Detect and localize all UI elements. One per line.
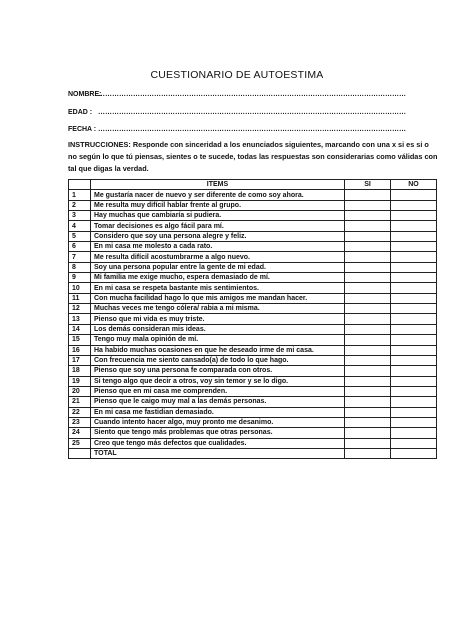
- header-items: ITEMS: [91, 180, 345, 190]
- table-row: [69, 211, 437, 221]
- row-number: 19: [69, 376, 91, 386]
- row-si-checkbox-cell[interactable]: [345, 190, 391, 200]
- instructions: INSTRUCCIONES: Responde con sinceridad a los enunciados siguientes, marcando con una x si es si o no según lo que tú piensas, sientes o te sucede, todas las respuestas son considerarias como válidas con tal que digas la verdad.: [68, 140, 438, 173]
- total-number-cell: [69, 448, 91, 458]
- table-row: [69, 366, 437, 376]
- row-si-checkbox-cell[interactable]: [345, 293, 391, 303]
- row-si-checkbox-cell[interactable]: [345, 376, 391, 386]
- table-row: [69, 242, 437, 252]
- row-number: 21: [69, 397, 91, 407]
- row-no-checkbox-cell[interactable]: [391, 407, 437, 417]
- row-no-checkbox-cell[interactable]: [391, 190, 437, 200]
- row-no-checkbox-cell[interactable]: [391, 355, 437, 365]
- date-line: ……………………………………………………………………………………………………………………: [98, 126, 406, 133]
- row-item-text: En mi casa me fastidian demasiado.: [91, 407, 345, 417]
- table-row: [69, 304, 437, 314]
- table-row: [69, 293, 437, 303]
- row-number: 22: [69, 407, 91, 417]
- row-item-text: Tomar decisiones es algo fácil para mí.: [91, 221, 345, 231]
- row-si-checkbox-cell[interactable]: [345, 200, 391, 210]
- row-si-checkbox-cell[interactable]: [345, 417, 391, 427]
- row-si-checkbox-cell[interactable]: [345, 252, 391, 262]
- row-number: 14: [69, 324, 91, 334]
- table-row: [69, 221, 437, 231]
- date-field: [68, 126, 406, 133]
- row-no-checkbox-cell[interactable]: [391, 211, 437, 221]
- row-si-checkbox-cell[interactable]: [345, 335, 391, 345]
- row-si-checkbox-cell[interactable]: [345, 242, 391, 252]
- table-row: [69, 324, 437, 334]
- table-row: [69, 231, 437, 241]
- row-no-checkbox-cell[interactable]: [391, 283, 437, 293]
- name-field: [68, 91, 406, 98]
- row-number: 9: [69, 273, 91, 283]
- row-item-text: Los demás consideran mis ideas.: [91, 324, 345, 334]
- table-row: [69, 417, 437, 427]
- row-si-checkbox-cell[interactable]: [345, 231, 391, 241]
- date-label: FECHA :: [68, 126, 97, 133]
- row-item-text: Pienso que le caigo muy mal a las demás personas.: [91, 397, 345, 407]
- row-item-text: Tengo muy mala opinión de mí.: [91, 335, 345, 345]
- table-row: [69, 438, 437, 448]
- row-si-checkbox-cell[interactable]: [345, 407, 391, 417]
- row-no-checkbox-cell[interactable]: [391, 304, 437, 314]
- row-no-checkbox-cell[interactable]: [391, 345, 437, 355]
- age-field: [68, 109, 406, 116]
- row-number: 5: [69, 231, 91, 241]
- row-number: 17: [69, 355, 91, 365]
- row-item-text: Siento que tengo más problemas que otras personas.: [91, 428, 345, 438]
- row-item-text: Pienso que mi vida es muy triste.: [91, 314, 345, 324]
- name-label: NOMBRE:: [68, 91, 102, 98]
- row-si-checkbox-cell[interactable]: [345, 304, 391, 314]
- total-no-cell[interactable]: [391, 448, 437, 458]
- row-number: 18: [69, 366, 91, 376]
- table-row: [69, 262, 437, 272]
- row-item-text: Si tengo algo que decir a otros, voy sin temor y se lo digo.: [91, 376, 345, 386]
- row-si-checkbox-cell[interactable]: [345, 355, 391, 365]
- row-number: 11: [69, 293, 91, 303]
- table-row: [69, 200, 437, 210]
- row-no-checkbox-cell[interactable]: [391, 438, 437, 448]
- row-si-checkbox-cell[interactable]: [345, 283, 391, 293]
- row-no-checkbox-cell[interactable]: [391, 314, 437, 324]
- row-item-text: Me resulta difícil acostumbrarme a algo nuevo.: [91, 252, 345, 262]
- document-title: CUESTIONARIO DE AUTOESTIMA: [150, 69, 324, 81]
- table-row: [69, 314, 437, 324]
- row-no-checkbox-cell[interactable]: [391, 231, 437, 241]
- row-no-checkbox-cell[interactable]: [391, 417, 437, 427]
- row-number: 2: [69, 200, 91, 210]
- row-no-checkbox-cell[interactable]: [391, 335, 437, 345]
- table-row: [69, 355, 437, 365]
- row-item-text: Con mucha facilidad hago lo que mis amigos me mandan hacer.: [91, 293, 345, 303]
- row-no-checkbox-cell[interactable]: [391, 376, 437, 386]
- row-no-checkbox-cell[interactable]: [391, 293, 437, 303]
- row-number: 13: [69, 314, 91, 324]
- total-label: TOTAL: [91, 448, 345, 458]
- table-row: [69, 283, 437, 293]
- row-si-checkbox-cell[interactable]: [345, 366, 391, 376]
- table-row: [69, 252, 437, 262]
- row-number: 15: [69, 335, 91, 345]
- row-number: 8: [69, 262, 91, 272]
- row-si-checkbox-cell[interactable]: [345, 211, 391, 221]
- row-no-checkbox-cell[interactable]: [391, 262, 437, 272]
- table-row: [69, 335, 437, 345]
- row-item-text: Cuando intento hacer algo, muy pronto me desanimo.: [91, 417, 345, 427]
- row-item-text: Pienso que soy una persona fe comparada con otros.: [91, 366, 345, 376]
- row-number: 4: [69, 221, 91, 231]
- row-number: 23: [69, 417, 91, 427]
- row-item-text: Soy una persona popular entre la gente de mi edad.: [91, 262, 345, 272]
- row-item-text: Muchas veces me tengo cólera/ rabia a mi misma.: [91, 304, 345, 314]
- row-item-text: En mi casa se respeta bastante mis sentimientos.: [91, 283, 345, 293]
- row-no-checkbox-cell[interactable]: [391, 273, 437, 283]
- table-row: [69, 190, 437, 200]
- row-item-text: Mi familia me exige mucho, espera demasiado de mí.: [91, 273, 345, 283]
- row-number: 24: [69, 428, 91, 438]
- questionnaire-table: [68, 179, 437, 459]
- row-no-checkbox-cell[interactable]: [391, 397, 437, 407]
- row-item-text: Creo que tengo más defectos que cualidades.: [91, 438, 345, 448]
- total-si-cell[interactable]: [345, 448, 391, 458]
- row-si-checkbox-cell[interactable]: [345, 221, 391, 231]
- row-si-checkbox-cell[interactable]: [345, 386, 391, 396]
- row-number: 25: [69, 438, 91, 448]
- row-si-checkbox-cell[interactable]: [345, 438, 391, 448]
- row-number: 7: [69, 252, 91, 262]
- row-item-text: Pienso que en mi casa me comprenden.: [91, 386, 345, 396]
- table-row: [69, 428, 437, 438]
- row-number: 20: [69, 386, 91, 396]
- row-item-text: En mi casa me molesto a cada rato.: [91, 242, 345, 252]
- row-item-text: Con frecuencia me siento cansado(a) de todo lo que hago.: [91, 355, 345, 365]
- table-row: [69, 376, 437, 386]
- row-item-text: Me gustaría nacer de nuevo y ser diferente de como soy ahora.: [91, 190, 345, 200]
- row-number: 6: [69, 242, 91, 252]
- row-si-checkbox-cell[interactable]: [345, 397, 391, 407]
- row-no-checkbox-cell[interactable]: [391, 242, 437, 252]
- row-no-checkbox-cell[interactable]: [391, 386, 437, 396]
- table-row: [69, 386, 437, 396]
- table-row: [69, 345, 437, 355]
- table-row: [69, 397, 437, 407]
- row-no-checkbox-cell[interactable]: [391, 252, 437, 262]
- row-number: 16: [69, 345, 91, 355]
- row-number: 12: [69, 304, 91, 314]
- row-si-checkbox-cell[interactable]: [345, 324, 391, 334]
- row-item-text: Considero que soy una persona alegre y feliz.: [91, 231, 345, 241]
- row-si-checkbox-cell[interactable]: [345, 273, 391, 283]
- table-row: [69, 407, 437, 417]
- age-label: EDAD :: [68, 109, 93, 116]
- header-no: NO: [391, 180, 437, 190]
- row-item-text: Ha habido muchas ocasiones en que he deseado irme de mi casa.: [91, 345, 345, 355]
- row-no-checkbox-cell[interactable]: [391, 428, 437, 438]
- header-number: [69, 180, 91, 190]
- table-row: [69, 273, 437, 283]
- row-no-checkbox-cell[interactable]: [391, 221, 437, 231]
- row-no-checkbox-cell[interactable]: [391, 200, 437, 210]
- row-item-text: Me resulta muy difícil hablar frente al grupo.: [91, 200, 345, 210]
- row-si-checkbox-cell[interactable]: [345, 345, 391, 355]
- age-line: ……………………………………………………………………………………………………………………: [98, 109, 406, 116]
- row-number: 3: [69, 211, 91, 221]
- total-row: [69, 448, 437, 458]
- row-number: 1: [69, 190, 91, 200]
- row-item-text: Hay muchas que cambiaría si pudiera.: [91, 211, 345, 221]
- row-si-checkbox-cell[interactable]: [345, 314, 391, 324]
- row-no-checkbox-cell[interactable]: [391, 366, 437, 376]
- row-si-checkbox-cell[interactable]: [345, 262, 391, 272]
- table-header-row: [69, 180, 437, 190]
- header-si: SI: [345, 180, 391, 190]
- row-no-checkbox-cell[interactable]: [391, 324, 437, 334]
- row-number: 10: [69, 283, 91, 293]
- name-line: ……………………………………………………………………………………………………………………: [98, 91, 406, 98]
- row-si-checkbox-cell[interactable]: [345, 428, 391, 438]
